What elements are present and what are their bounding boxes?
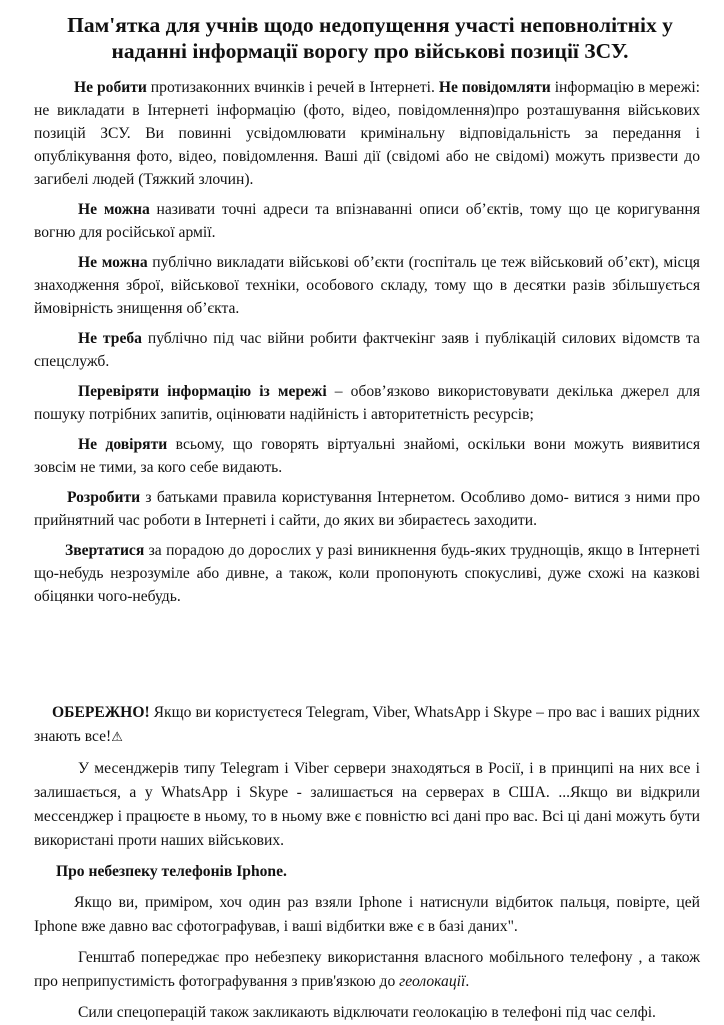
blank-gap <box>34 615 700 701</box>
bold-lead: Розробити <box>67 489 141 506</box>
genshtab-text: Генштаб попереджає про небезпеку використання власного мобільного телефону , а також про неприпустимість фотографування з прив'язкою до <box>34 949 700 990</box>
paragraph-no-addresses <box>34 198 700 244</box>
paragraph-text: публічно викладати військові об’єкти (госпіталь це теж військовий об’єкт), місця знаходження зброї, військової техніки, особового складу, тому що в десятки разів збільшується ймовірність знищення об’єкта. <box>34 254 700 317</box>
bold-lead: Не треба <box>78 330 142 347</box>
iphone-heading: Про небезпеку телефонів Iphone. <box>56 863 287 880</box>
bold-lead: Не можна <box>78 201 150 218</box>
paragraph-messengers: У месенджерів типу Telegram і Viber сервери знаходяться в Росії, і в принципі на них все і залишається, а у WhatsApp і Skype - залишається на серверах в США. ...Якщо ви відкрили мессенджер і працюєте в ньому, то в ньому вже є повністю всі дані про вас. Всі ці дані можуть бути використані проти наших військових. <box>34 760 700 849</box>
paragraph-set-rules <box>34 486 700 532</box>
bold-lead: Не можна <box>78 254 148 271</box>
bold-lead: Не робити <box>74 79 147 96</box>
paragraph-genshtab <box>34 946 700 994</box>
warning-text: Якщо ви користуєтеся Telegram, Viber, WhatsApp і Skype – про вас і ваших рідних знають все! <box>34 704 700 745</box>
bold-lead-2: Не повідомляти <box>438 79 551 96</box>
warning-sign-icon: ⚠ <box>111 730 123 745</box>
paragraph-do-not-trust <box>34 433 700 479</box>
bold-lead: Звертатися <box>65 542 145 559</box>
paragraph-verify-info <box>34 380 700 426</box>
paragraph-do-not-do <box>34 76 700 191</box>
warning-label: ОБЕРЕЖНО! <box>52 704 150 721</box>
document-title: Пам'ятка для учнів щодо недопущення участі неповнолітніх у наданні інформації ворогу про військові позиції ЗСУ. <box>67 13 673 63</box>
paragraph-text: всьому, що говорять віртуальні знайомі, оскільки вони можуть виявитися зовсім не тими, за кого себе видають. <box>34 436 700 476</box>
paragraph-iphone: Якщо ви, приміром, хоч один раз взяли Iphone і натиснули відбиток пальця, повірте, цей Iphone вже давно вас сфотографував, і ваші відбитки вже є в базі даних". <box>34 894 700 935</box>
paragraph-text: з батьками правила користування Інтернетом. Особливо домо- витися з ними про прийнятний час роботи в Інтернеті і сайти, до яких ви збираєтесь заходити. <box>34 489 700 529</box>
geolocation-word: геолокації <box>399 973 466 990</box>
paragraph-text: публічно під час війни робити фактчекінг заяв і публікацій силових відомств та спецслужб. <box>34 330 700 370</box>
paragraph-text-2: інформацію в мережі: не викладати в Інтернеті інформацію (фото, відео, повідомлення)про розташування військових позицій ЗСУ. Ви повинні усвідомлювати кримінальну відповідальність за передання і опублікування фото, відео, повідомлення. Ваші дії (свідомі або не свідомі) можуть призвести до загибелі людей (Тяжкий злочин). <box>34 79 701 188</box>
paragraph-special-ops: Сили спецоперацій також закликають відключати геолокацію в телефоні під час селфі. <box>78 1004 656 1021</box>
paragraph-no-military-objects <box>34 251 700 320</box>
bold-lead: Перевіряти інформацію із мережі <box>78 383 327 400</box>
paragraph-text: називати точні адреси та впізнаванні описи об’єктів, тому що це коригування вогню для російської армії. <box>34 201 700 241</box>
paragraph-text: – обов’язково використовувати декілька джерел для пошуку потрібних запитів, оцінювати надійність і авторитетність ресурсів; <box>34 383 701 423</box>
warning-paragraph <box>34 701 700 749</box>
paragraph-text: за порадою до дорослих у разі виникнення будь-яких труднощів, якщо в Інтернеті що-небудь незрозуміле або дивне, а також, коли пропонують спокусливі, дуже схожі на казкові обіцянки чого-небудь. <box>34 542 700 605</box>
bold-lead: Не довіряти <box>78 436 168 453</box>
paragraph-ask-adults <box>34 539 700 608</box>
paragraph-text: протизаконних вчинків і речей в Інтернеті. <box>146 79 439 96</box>
genshtab-end: . <box>465 973 470 990</box>
paragraph-no-factchecking <box>34 327 700 373</box>
